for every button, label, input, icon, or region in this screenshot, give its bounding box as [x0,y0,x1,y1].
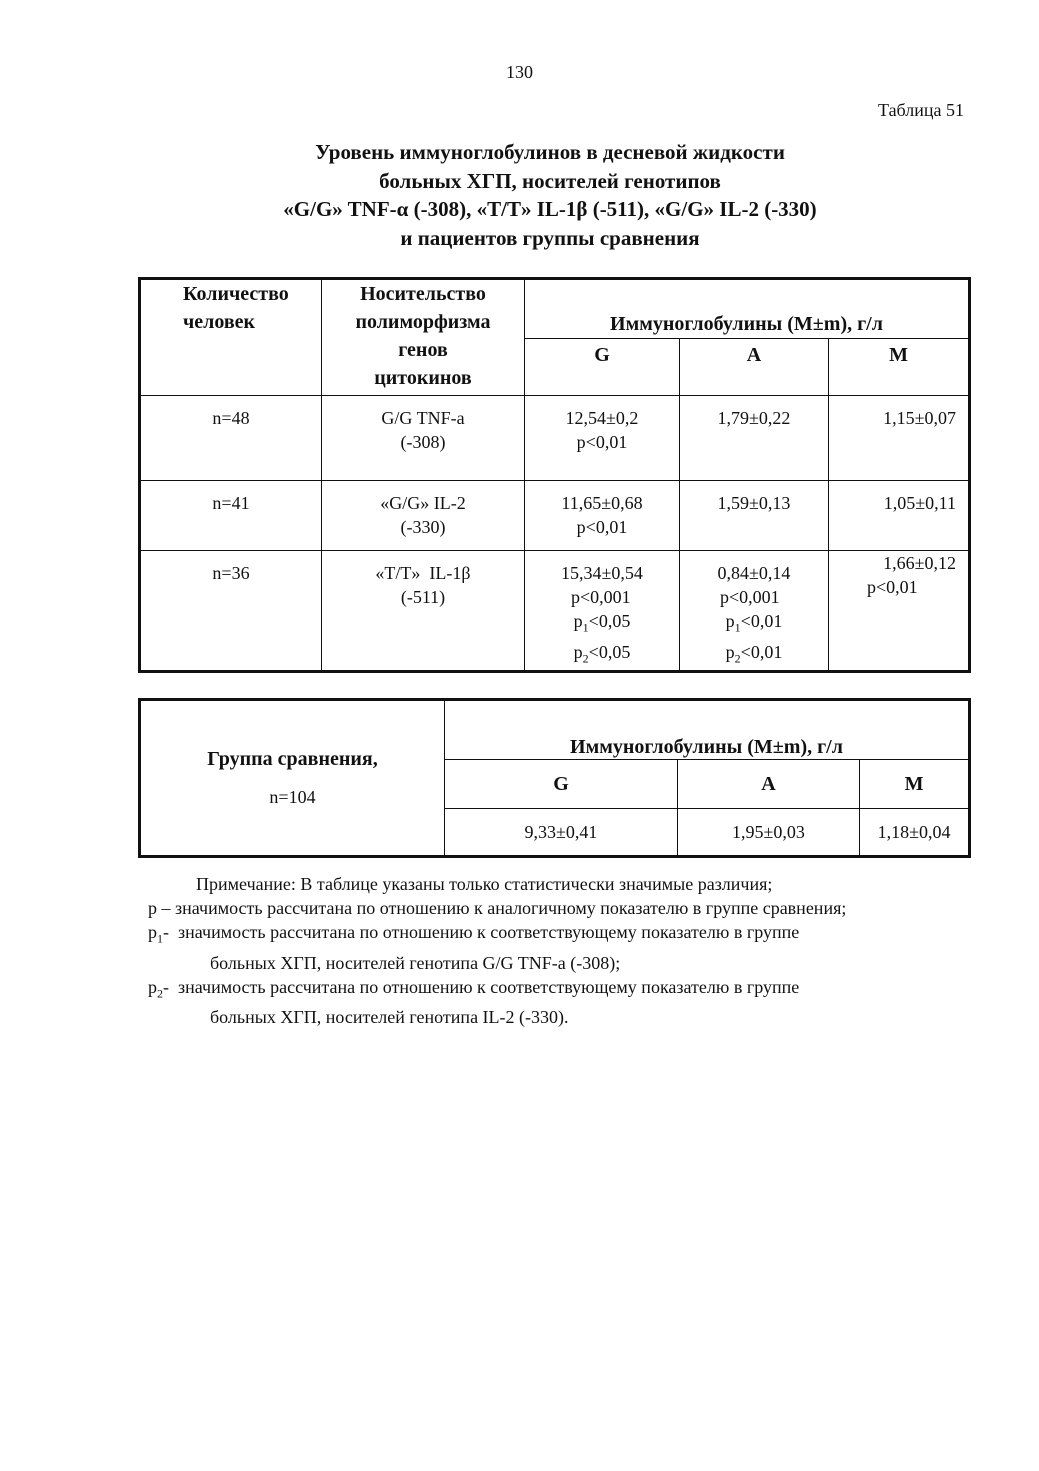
count-cell: n=48 [140,396,322,481]
cell-text: 1,15±0,07 [883,408,957,428]
header-text: Носительство [360,283,486,305]
note-intro: Примечание: В таблице указаны только статистически значимые различия; [196,874,773,894]
header-immunoglobulins: Иммуноглобулины (M±m), г/л [525,279,970,339]
title-line: и пациентов группы сравнения [400,225,700,250]
cell-text: G/G TNF-a [381,408,465,428]
comparison-group-cell [140,700,445,857]
g-cell: 9,33±0,41 [445,809,678,857]
cell-text: $p_1<0,01$ [725,611,783,635]
cell-text: (-330) [400,517,446,537]
header-text: цитокинов [374,367,472,389]
note-text: значимость рассчитана по отношению к соответствующему показателю в группе [178,922,800,942]
g-cell [525,481,680,551]
header-a: A [680,339,829,396]
header-immunoglobulins: Иммуноглобулины (M±m), г/л [445,700,970,760]
title-line: больных ХГП, носителей генотипов [379,168,721,193]
subscript: 2 [734,651,741,666]
immunoglobulin-table [138,277,971,673]
cell-text: $p_2<0,05$ [573,641,631,666]
table-row [140,551,970,672]
carrier-cell [322,481,525,551]
g-cell [525,551,680,672]
cell-text: 0,84±0,14 [717,563,791,583]
m-cell [829,396,970,481]
count-cell: n=41 [140,481,322,551]
cell-text: $p_2<0,01$ [725,641,783,666]
header-count [140,279,322,396]
cell-text: 1,59±0,13 [717,493,791,513]
a-cell [680,396,829,481]
comparison-group-table [138,698,971,858]
header-text: Количество [183,283,289,305]
cell-text: p<0,01 [576,517,628,537]
cell-text: 11,65±0,68 [561,493,643,513]
a-cell [680,481,829,551]
header-carrier [322,279,525,396]
header-text: человек [183,311,256,333]
cell-text: (-511) [400,587,446,607]
subscript: 1 [157,931,163,946]
header-g: G [525,339,680,396]
note-label: $p_2-$ [148,976,178,1001]
cell-text: 1,66±0,12 [883,553,957,573]
cell-text: 12,54±0,2 [565,408,639,428]
note-p: p – значимость рассчитана по отношению к аналогичному показателю в группе сравнения; [148,898,847,918]
note-label-letter: p [148,976,157,997]
subscript: 2 [582,651,589,666]
cell-text: (-308) [400,432,446,452]
note-label: $p_1-$ [148,922,178,946]
cell-text: p<0,001 [571,587,631,607]
note-p2 [148,975,966,1006]
header-text: генов [398,339,448,361]
header-m: M [860,760,970,809]
cell-text: p<0,01 [576,432,628,452]
a-cell: 1,95±0,03 [678,809,860,857]
note-continuation: больных ХГП, носителей генотипа IL-2 (-330). [210,1007,569,1028]
comparison-group-n: n=104 [269,787,316,807]
note-text: значимость рассчитана по отношению к соответствующему показателю в группе [178,976,800,997]
cell-text: $p_1<0,05$ [573,611,631,635]
header-text: полиморфизма [355,311,491,333]
table-label: Таблица 51 [878,100,964,120]
table-title [100,138,1000,252]
g-cell [525,396,680,481]
table-row [140,396,970,481]
header-m: M [829,339,970,396]
cell-text: 1,79±0,22 [717,408,791,428]
page-number: 130 [506,62,533,82]
title-line: Уровень иммуноглобулинов в десневой жидкости [315,140,785,164]
subscript: 1 [734,620,741,635]
m-cell [829,481,970,551]
header-a: A [678,760,860,809]
cell-text: «G/G» IL-2 [380,493,466,513]
title-line: «G/G» TNF-α (-308), «T/T» IL-1β (-511), «G/G» IL-2 (-330) [283,197,817,221]
note-label-letter: p [148,922,157,942]
subscript: 1 [582,620,589,635]
cell-text: «T/T» IL-1β [375,563,471,583]
subscript: 2 [157,986,163,1001]
cell-text: 15,34±0,54 [561,563,643,583]
table-notes [148,872,966,1029]
comparison-group-label: Группа сравнения, [207,748,378,770]
note-continuation: больных ХГП, носителей генотипа G/G TNF-a (-308); [210,952,621,973]
carrier-cell [322,396,525,481]
carrier-cell [322,551,525,672]
cell-text: p<0,001 [720,587,780,607]
cell-text: 1,05±0,11 [883,493,957,513]
count-cell: n=36 [140,551,322,672]
a-cell [680,551,829,672]
m-cell: 1,18±0,04 [860,809,970,857]
cell-text: p<0,01 [867,577,918,597]
m-cell [829,551,970,672]
header-g: G [445,760,678,809]
note-p1 [148,920,966,951]
table-row [140,481,970,551]
